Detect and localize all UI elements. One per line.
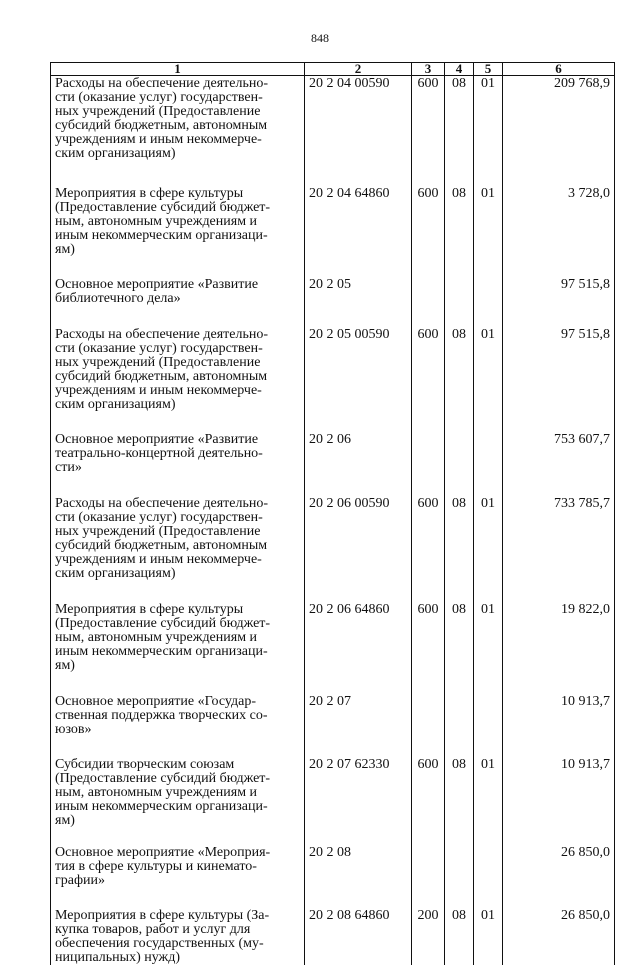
section-cell: 08 <box>445 327 474 432</box>
table-row <box>51 757 615 845</box>
item-name-line: сти (оказание услуг) государствен- <box>55 342 300 356</box>
item-name-line: ных учреждений (Предоставление <box>55 105 300 119</box>
table-body <box>51 76 615 965</box>
table-row <box>51 327 615 432</box>
item-name-line: ским организациям) <box>55 147 300 161</box>
expense-type-cell: 600 <box>412 186 445 277</box>
item-name-line: Мероприятия в сфере культуры <box>55 603 300 617</box>
section-cell: 08 <box>445 186 474 277</box>
target-code-cell: 20 2 07 <box>305 694 412 757</box>
target-code-cell: 20 2 06 00590 <box>305 496 412 602</box>
expense-type-cell <box>412 432 445 496</box>
item-name-line: иным некоммерческим организаци- <box>55 645 300 659</box>
target-code-cell: 20 2 08 <box>305 845 412 908</box>
item-name-line: ским организациям) <box>55 567 300 581</box>
expense-type-cell <box>412 694 445 757</box>
item-name-line: (Предоставление субсидий бюджет- <box>55 772 300 786</box>
item-name-cell <box>51 432 305 496</box>
target-code-cell: 20 2 06 <box>305 432 412 496</box>
item-name-line: ным, автономным учреждениям и <box>55 631 300 645</box>
subsection-cell: 01 <box>474 76 503 187</box>
column-header: 3 <box>412 63 445 76</box>
column-header: 6 <box>503 63 615 76</box>
subsection-cell: 01 <box>474 757 503 845</box>
expense-type-cell: 600 <box>412 76 445 187</box>
section-cell <box>445 845 474 908</box>
item-name-line: обеспечения государственных (му- <box>55 937 300 951</box>
amount-cell: 3 728,0 <box>503 186 615 277</box>
expense-type-cell: 200 <box>412 908 445 965</box>
subsection-cell <box>474 845 503 908</box>
item-name-line: Субсидии творческим союзам <box>55 758 300 772</box>
subsection-cell <box>474 432 503 496</box>
section-cell: 08 <box>445 76 474 187</box>
item-name-line: ям) <box>55 243 300 257</box>
amount-cell: 733 785,7 <box>503 496 615 602</box>
item-name-cell <box>51 327 305 432</box>
column-header: 5 <box>474 63 503 76</box>
expense-type-cell: 600 <box>412 757 445 845</box>
item-name-line: субсидий бюджетным, автономным <box>55 539 300 553</box>
page-number: 848 <box>0 31 640 46</box>
item-name-cell <box>51 76 305 187</box>
expense-type-cell: 600 <box>412 602 445 694</box>
item-name-line: Основное мероприятие «Развитие <box>55 278 300 292</box>
table-row <box>51 277 615 327</box>
target-code-cell: 20 2 07 62330 <box>305 757 412 845</box>
section-cell <box>445 277 474 327</box>
item-name-line: тия в сфере культуры и кинемато- <box>55 860 300 874</box>
table-row <box>51 694 615 757</box>
column-header: 1 <box>51 63 305 76</box>
amount-cell: 209 768,9 <box>503 76 615 187</box>
item-name-line: ных учреждений (Предоставление <box>55 356 300 370</box>
column-header: 2 <box>305 63 412 76</box>
amount-cell: 19 822,0 <box>503 602 615 694</box>
item-name-line: ных учреждений (Предоставление <box>55 525 300 539</box>
item-name-cell <box>51 496 305 602</box>
item-name-line: ниципальных) нужд) <box>55 951 300 965</box>
target-code-cell: 20 2 05 <box>305 277 412 327</box>
item-name-line: Основное мероприятие «Мероприя- <box>55 846 300 860</box>
column-header: 4 <box>445 63 474 76</box>
item-name-line: ям) <box>55 659 300 673</box>
target-code-cell: 20 2 06 64860 <box>305 602 412 694</box>
section-cell <box>445 432 474 496</box>
target-code-cell: 20 2 04 00590 <box>305 76 412 187</box>
item-name-line: субсидий бюджетным, автономным <box>55 370 300 384</box>
subsection-cell <box>474 694 503 757</box>
section-cell: 08 <box>445 908 474 965</box>
table-row <box>51 432 615 496</box>
item-name-line: (Предоставление субсидий бюджет- <box>55 617 300 631</box>
item-name-cell <box>51 186 305 277</box>
amount-cell: 10 913,7 <box>503 694 615 757</box>
amount-cell: 26 850,0 <box>503 908 615 965</box>
expense-type-cell: 600 <box>412 327 445 432</box>
item-name-line: иным некоммерческим организаци- <box>55 800 300 814</box>
table-row <box>51 602 615 694</box>
expense-type-cell <box>412 845 445 908</box>
item-name-line: ным, автономным учреждениям и <box>55 215 300 229</box>
item-name-line: учреждениям и иным некоммерче- <box>55 553 300 567</box>
item-name-line: Мероприятия в сфере культуры (За- <box>55 909 300 923</box>
item-name-cell <box>51 694 305 757</box>
table-header-row <box>51 63 615 76</box>
table-row <box>51 76 615 187</box>
item-name-line: учреждениям и иным некоммерче- <box>55 133 300 147</box>
item-name-line: ским организациям) <box>55 398 300 412</box>
item-name-line: ям) <box>55 814 300 828</box>
target-code-cell: 20 2 08 64860 <box>305 908 412 965</box>
section-cell: 08 <box>445 496 474 602</box>
subsection-cell: 01 <box>474 186 503 277</box>
item-name-line: юзов» <box>55 723 300 737</box>
amount-cell: 97 515,8 <box>503 327 615 432</box>
item-name-cell <box>51 845 305 908</box>
item-name-cell <box>51 602 305 694</box>
target-code-cell: 20 2 04 64860 <box>305 186 412 277</box>
item-name-line: учреждениям и иным некоммерче- <box>55 384 300 398</box>
item-name-line: Мероприятия в сфере культуры <box>55 187 300 201</box>
subsection-cell: 01 <box>474 496 503 602</box>
item-name-line: библиотечного дела» <box>55 292 300 306</box>
item-name-line: купка товаров, работ и услуг для <box>55 923 300 937</box>
item-name-cell <box>51 277 305 327</box>
subsection-cell <box>474 277 503 327</box>
item-name-line: ным, автономным учреждениям и <box>55 786 300 800</box>
item-name-line: сти (оказание услуг) государствен- <box>55 511 300 525</box>
subsection-cell: 01 <box>474 908 503 965</box>
budget-table <box>50 62 615 965</box>
subsection-cell: 01 <box>474 327 503 432</box>
expense-type-cell: 600 <box>412 496 445 602</box>
item-name-line: Расходы на обеспечение деятельно- <box>55 328 300 342</box>
amount-cell: 753 607,7 <box>503 432 615 496</box>
item-name-line: субсидий бюджетным, автономным <box>55 119 300 133</box>
item-name-line: сти (оказание услуг) государствен- <box>55 91 300 105</box>
table-row <box>51 496 615 602</box>
amount-cell: 26 850,0 <box>503 845 615 908</box>
item-name-line: иным некоммерческим организаци- <box>55 229 300 243</box>
subsection-cell: 01 <box>474 602 503 694</box>
table-row <box>51 908 615 965</box>
target-code-cell: 20 2 05 00590 <box>305 327 412 432</box>
item-name-line: сти» <box>55 461 300 475</box>
item-name-line: (Предоставление субсидий бюджет- <box>55 201 300 215</box>
amount-cell: 10 913,7 <box>503 757 615 845</box>
item-name-line: ственная поддержка творческих со- <box>55 709 300 723</box>
expense-type-cell <box>412 277 445 327</box>
item-name-line: Основное мероприятие «Развитие <box>55 433 300 447</box>
amount-cell: 97 515,8 <box>503 277 615 327</box>
table-row <box>51 845 615 908</box>
item-name-line: графии» <box>55 874 300 888</box>
item-name-line: Расходы на обеспечение деятельно- <box>55 497 300 511</box>
section-cell: 08 <box>445 602 474 694</box>
item-name-line: Расходы на обеспечение деятельно- <box>55 77 300 91</box>
item-name-line: Основное мероприятие «Государ- <box>55 695 300 709</box>
table-row <box>51 186 615 277</box>
section-cell <box>445 694 474 757</box>
item-name-cell <box>51 908 305 965</box>
item-name-cell <box>51 757 305 845</box>
item-name-line: театрально-концертной деятельно- <box>55 447 300 461</box>
section-cell: 08 <box>445 757 474 845</box>
